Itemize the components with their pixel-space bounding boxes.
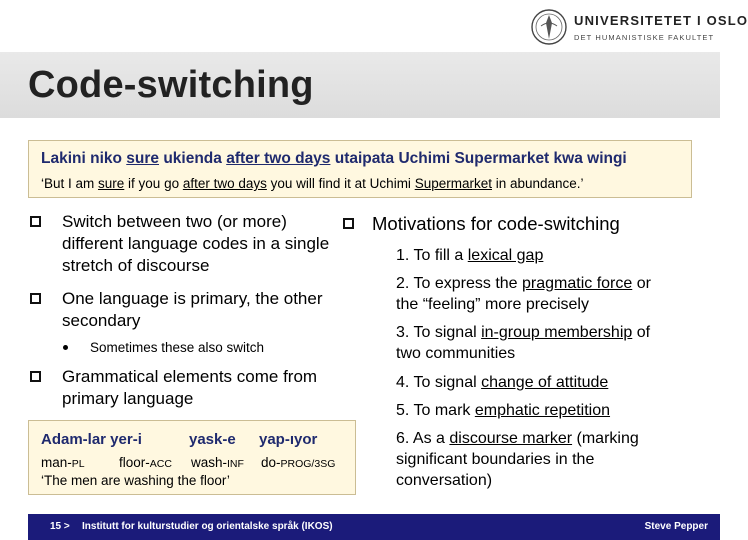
checkbox-bullet-icon [30, 293, 41, 304]
gloss-label [261, 455, 335, 470]
example-switched-phrase: after two days [226, 150, 331, 167]
bullet-item: Grammatical elements come from primary language [62, 367, 318, 408]
motivations-heading: Motivations for code-switching [372, 213, 620, 234]
motivation-text: 1. To fill a [396, 247, 468, 264]
gloss-tag: PL [71, 458, 85, 470]
gloss-tag: PROG/3SG [280, 458, 336, 470]
translation-text: in abundance.’ [491, 176, 584, 191]
motivation-item [396, 273, 666, 315]
motivation-text: 3. To signal [396, 324, 482, 341]
motivation-key-term: discourse marker [449, 430, 573, 447]
gloss-morph: wash- [191, 455, 228, 470]
gloss-morph: man- [41, 455, 72, 470]
gloss-translation: ‘The men are washing the floor’ [41, 473, 230, 488]
translation-switched-phrase: after two days [182, 176, 267, 191]
slide-footer [28, 514, 720, 540]
motivation-item [396, 245, 686, 266]
institute-name: Institutt for kulturstudier og orientalske språk (IKOS) [82, 521, 333, 532]
example-switched-word: sure [126, 150, 160, 167]
gloss-label [41, 455, 85, 470]
motivation-key-term: pragmatic force [522, 275, 633, 292]
motivation-text: (marking significant boundaries in the conversation) [396, 430, 639, 489]
faculty-name: DET HUMANISTISKE FAKULTET [574, 33, 715, 42]
gloss-morph: do- [261, 455, 281, 470]
translation-switched-word: Supermarket [414, 176, 492, 191]
checkbox-bullet-icon [30, 216, 41, 227]
university-name: UNIVERSITETET I OSLO [574, 13, 748, 28]
gloss-label [119, 455, 172, 470]
gloss-tag: ACC [149, 458, 172, 470]
sub-bullet-item: Sometimes these also switch [90, 340, 265, 355]
translation-text: ‘But I am [41, 176, 99, 191]
example-text: Lakini niko [41, 150, 127, 167]
motivation-key-term: lexical gap [467, 247, 544, 264]
motivation-item [396, 400, 686, 421]
gloss-word: Adam-lar yer-i [41, 431, 142, 448]
gloss-word: yask-e [189, 431, 236, 448]
motivation-key-term: in-group membership [481, 324, 633, 341]
motivation-item [396, 428, 686, 491]
example-sentence [41, 150, 627, 168]
gloss-label [191, 455, 244, 470]
slide-number[interactable]: 15 > [50, 521, 70, 532]
swahili-example-box [28, 140, 692, 198]
bullet-item: Switch between two (or more) different language codes in a single stretch of discourse [62, 212, 330, 275]
author-name: Steve Pepper [644, 521, 708, 532]
turkish-gloss-box [28, 420, 356, 495]
example-text: ukienda [159, 150, 227, 167]
motivation-text: 6. As a [396, 430, 450, 447]
gloss-morph: floor- [119, 455, 150, 470]
translation-switched-word: sure [98, 176, 125, 191]
university-seal-icon [530, 6, 568, 48]
example-text: utaipata Uchimi Supermarket kwa wingi [330, 150, 627, 167]
bullet-item: One language is primary, the other secondary [62, 289, 323, 330]
checkbox-bullet-icon [343, 218, 354, 229]
motivation-item [396, 322, 666, 364]
motivation-text: 5. To mark [396, 402, 475, 419]
translation-text: you will find it at Uchimi [266, 176, 415, 191]
sub-bullet-dot-icon [63, 345, 68, 350]
example-translation [41, 176, 584, 191]
motivation-text: 2. To express the [396, 275, 522, 292]
motivation-text: or the “feeling” more precisely [396, 275, 651, 313]
gloss-tag: INF [227, 458, 244, 470]
university-logo [530, 4, 748, 52]
motivation-item [396, 372, 686, 393]
motivation-key-term: change of attitude [481, 374, 609, 391]
motivation-key-term: emphatic repetition [474, 402, 611, 419]
page-title: Code-switching [28, 64, 314, 106]
motivation-text: of two communities [396, 324, 651, 362]
translation-text: if you go [124, 176, 183, 191]
gloss-word: yap-ıyor [259, 431, 318, 448]
checkbox-bullet-icon [30, 371, 41, 382]
motivation-text: 4. To signal [396, 374, 482, 391]
